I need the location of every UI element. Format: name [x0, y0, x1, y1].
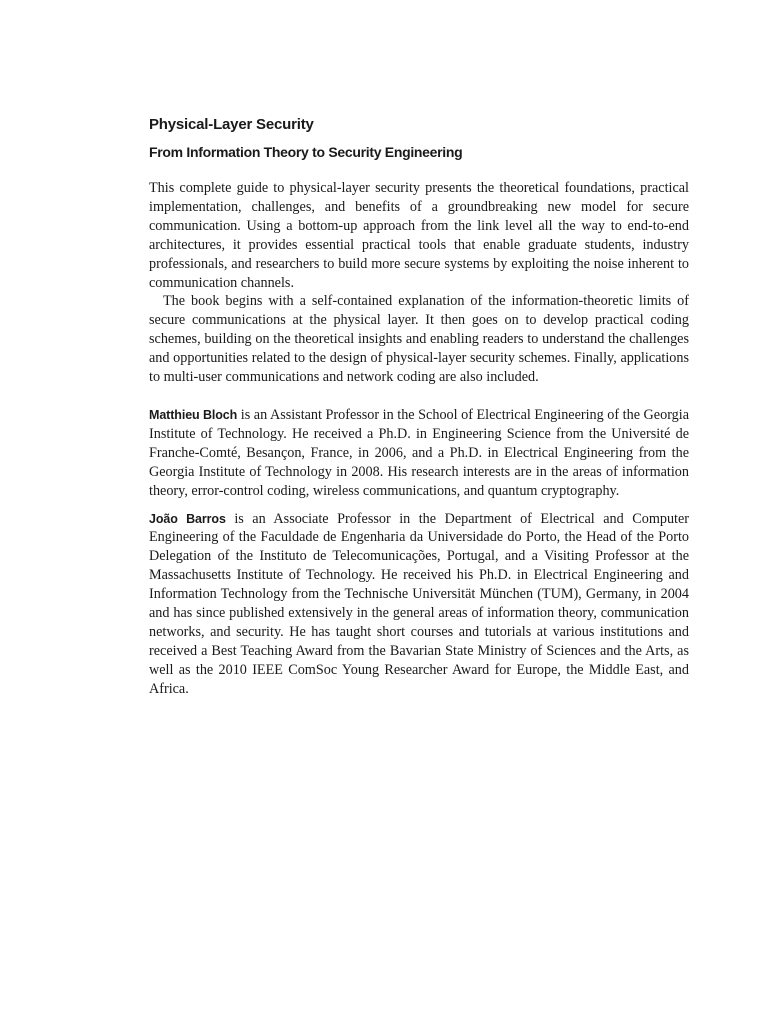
author-name: Matthieu Bloch	[149, 407, 238, 422]
description-paragraph-2: The book begins with a self-contained explanation of the information-theoretic limits of secure communications at the physical layer. It then goes on to develop practical coding schemes, building on the theoretical insights and enabling readers to understand the challenges and opportunities related to the design of physical-layer security schemes. Finally, applications to multi-user communications and network coding are also included.	[149, 293, 689, 386]
book-title: Physical-Layer Security	[149, 116, 314, 133]
description-paragraph-1: This complete guide to physical-layer security presents the theoretical foundations, practical implementation, challenges, and benefits of a groundbreaking new model for secure communication. Using a bottom-up approach from the link level all the way to end-to-end architectures, it provides essential practical tools that enable graduate students, industry professionals, and researchers to build more secure systems by exploiting the noise inherent to communication channels.	[149, 180, 689, 291]
book-blurb-page	[149, 115, 689, 699]
author-name: João Barros	[149, 511, 226, 526]
author-bio-text: is an Assistant Professor in the School of Electrical Engineering of the Georgia Institute of Technology. He received a Ph.D. in Engineering Science from the Université de Franche-Comté, Besançon, France, in 2006, and a Ph.D. in Electrical Engineering from the Georgia Institute of Technology in 2008. His research interests are in the areas of information theory, error-control coding, wireless communications, and quantum cryptography.	[149, 406, 689, 499]
book-description	[149, 179, 689, 387]
author-bio-text: is an Associate Professor in the Department of Electrical and Computer Engineering of the Faculdade de Engenharia da Universidade do Porto, the Head of the Porto Delegation of the Instituto de Telecomunicações, Portugal, and a Visiting Professor at the Massachusetts Institute of Technology. He received his Ph.D. in Electrical Engineering and Information Technology from the Technische Universität München (TUM), Germany, in 2004 and has since published extensively in the general areas of information theory, communication networks, and security. He has taught short courses and tutorials at various institutions and received a Best Teaching Award from the Bavarian State Ministry of Sciences and the Arts, as well as the 2010 IEEE ComSoc Young Researcher Award for Europe, the Middle East, and Africa.	[149, 510, 690, 697]
author-bio-barros	[149, 510, 689, 699]
book-subtitle: From Information Theory to Security Engineering	[149, 144, 463, 160]
author-bio-bloch	[149, 406, 689, 501]
